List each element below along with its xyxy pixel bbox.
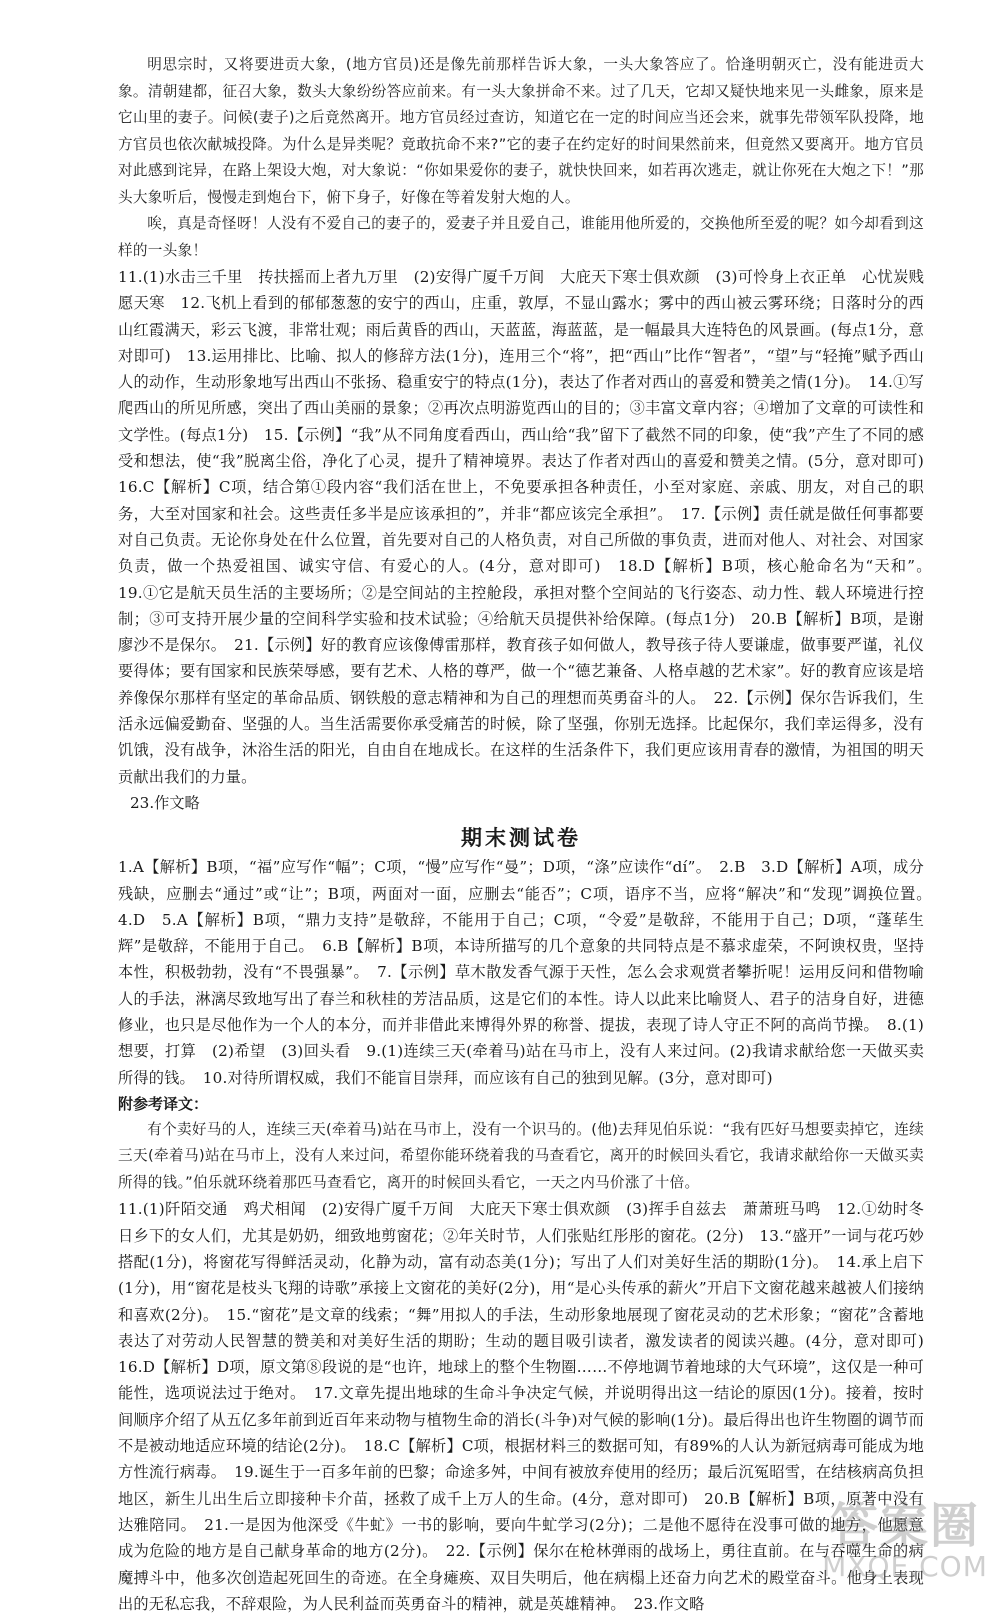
watermark-url: MXQE.COM (822, 1550, 988, 1583)
answers-block-3: 11.(1)阡陌交通 鸡犬相闻 (2)安得广厦千万间 大庇天下寒士俱欢颜 (3)挥手自兹去 萧萧班马鸣 12.①幼时冬日乡下的女人们，尤其是奶奶，细致地剪窗花；②年关时节，人们张贴红彤彤的窗花。(2分) 13.“盛开”一词与花巧妙搭配(1分)，将窗花写得鲜活灵动，化静为动，富有动态美(1分)；写出了人们对美好生活的期盼(1分)。 14.承上启下(1分)，用“窗花是枝头飞翔的诗歌”承接上文窗花的美好(2分)，用“是心头传承的薪火”开启下文窗花越来越被人们接纳和喜欢(2分)。 15.“窗花”是文章的线索；“舞”用拟人的手法，生动形象地展现了窗花灵动的艺术形象；“窗花”含蓄地表达了对劳动人民智慧的赞美和对美好生活的期盼；生动的题目吸引读者，激发读者的阅读兴趣。(4分，意对即可) 16.D【解析】D项，原文第⑧段说的是“也许，地球上的整个生物圈……不停地调节着地球的大气环境”，这仅是一种可能性，选项说法过于绝对。 17.文章先提出地球的生命斗争决定气候，并说明得出这一结论的原因(1分)。接着，按时间顺序介绍了从五亿多年前到近百年来动物与植物生命的消长(斗争)对气候的影响(1分)。最后得出也许生物圈的调节而不是被动地适应环境的结论(2分)。 18.C【解析】C项，根据材料三的数据可知，有89%的人认为新冠病毒可能成为地方性流行病毒。 19.诞生于一百多年前的巴黎；命途多舛，中间有被放弃使用的经历；最后沉冤昭雪，在结核病高负担地区，新生儿出生后立即接种卡介苗，拯救了成千上万人的生命。(4分，意对即可) 20.B【解析】B项，原著中没有达雅陪同。 21.一是因为他深受《牛虻》一书的影响，要向牛虻学习(2分)；二是他不愿待在没事可做的地方，他愿意成为危险的地方是自己献身革命的地方(2分)。 22.【示例】保尔在枪林弹雨的战场上，勇往直前。在与吞噬生命的病魔搏斗中，他多次创造起死回生的奇迹。在全身瘫痪、双目失明后，他在病榻上还奋力向艺术的殿堂奋斗。他身上表现出的无私忘我，不辞艰险，为人民利益而英勇奋斗的精神，就是英雄精神。 23.作文略 (118, 1200, 940, 1613)
reference-translation-text: 有个卖好马的人，连续三天(牵着马)站在马市上，没有一个识马的。(他)去拜见伯乐说：“我有匹好马想要卖掉它，连续三天(牵着马)站在马市上，没有人来过问，希望你能环绕着我的马查看它，离开的时候回头看它，我请求献给你一天做买卖所得的钱。”伯乐就环绕着那匹马查看它，离开的时候回头看它，一天之内马价涨了十倍。 (118, 1120, 924, 1191)
watermark-logo (820, 1500, 990, 1590)
translation-paragraph-1: 明思宗时，又将要进贡大象，(地方官员)还是像先前那样告诉大象，一头大象答应了。恰逢明朝灭亡，没有能进贡大象。清朝建都，征召大象，数头大象纷纷答应前来。有一头大象拼命不来。过了几天，它却又疑快地来见一头雌象，原来是它山里的妻子。问候(妻子)之后竟然离开。地方官员经过查访，知道它在一定的时间应当还会来，就事先带领军队投降，地方官员也依次献城投降。为什么是异类呢？竟敢抗命不来?”它的妻子在约定好的时间果然前来，但竟然又要离开。地方官员对此感到诧异，在路上架设大炮，对大象说：“你如果爱你的妻子，就快快回来，如若再次逃走，就让你死在大炮之下！”那头大象听后，慢慢走到炮台下，俯下身子，好像在等着发射大炮的人。 (118, 56, 924, 206)
reference-translation-label: 附参考译文： (118, 1094, 209, 1113)
section-title: 期末测试卷 (461, 826, 581, 851)
translation-paragraph-2: 唉，真是奇怪呀！人没有不爱自己的妻子的，爱妻子并且爱自己，谁能用他所爱的，交换他所至爱的呢？如今却看到这样的一头象！ (118, 215, 924, 259)
answers-block-2: 1.A【解析】B项，“福”应写作“幅”；C项，“慢”应写作“曼”；D项，“涤”应读作“dí”。 2.B 3.D【解析】A项，成分残缺，应删去“通过”或“让”；B项，两面对一面，应删去“能否”；C项，语序不当，应将“解决”和“发现”调换位置。 4.D 5.A【解析】B项，“鼎力支持”是敬辞，不能用于自己；C项，“令爱”是敬辞，不能用于自己；D项，“蓬荜生辉”是敬辞，不能用于自己。 6.B【解析】B项，本诗所描写的几个意象的共同特点是不慕求虚荣，不阿谀权贵，坚持本性，积极勃勃，没有“不畏强暴”。 7.【示例】草木散发香气源于天性，怎么会求观赏者攀折呢！运用反问和借物喻人的手法，淋漓尽致地写出了春兰和秋桂的芳洁品质，这是它们的本性。诗人以此来比喻贤人、君子的洁身自好，进德修业，也只是尽他作为一个人的本分，而并非借此来博得外界的称誉、提拔，表现了诗人守正不阿的高尚节操。 8.(1)想要，打算 (2)希望 (3)回头看 9.(1)连续三天(牵着马)站在马市上，没有人来过问。(2)我请求献给您一天做买卖所得的钱。 10.对待所谓权威，我们不能盲目崇拜，而应该有自己的独到见解。(3分，意对即可) (118, 858, 940, 1087)
page-content (118, 52, 940, 1617)
answers-block-1: 11.(1)水击三千里 抟扶摇而上者九万里 (2)安得广厦千万间 大庇天下寒士俱欢颜 (3)可怜身上衣正单 心忧炭贱愿天寒 12.飞机上看到的郁郁葱葱的安宁的西山，庄重，敦厚，不显山露水；雾中的西山被云雾环绕；日落时分的西山红霞满天，彩云飞渡，非常壮观；雨后黄昏的西山，天蓝蓝，海蓝蓝，是一幅最具大连特色的风景画。(每点1分，意对即可) 13.运用排比、比喻、拟人的修辞方法(1分)，连用三个“将”，把“西山”比作“智者”，“望”与“轻掩”赋予西山人的动作，生动形象地写出西山不张扬、稳重安宁的特点(1分)，表达了作者对西山的喜爱和赞美之情(1分)。 14.①写爬西山的所见所感，突出了西山美丽的景象；②再次点明游览西山的目的；③丰富文章内容；④增加了文章的可读性和文学性。(每点1分) 15.【示例】“我”从不同角度看西山，西山给“我”留下了截然不同的印象，使“我”产生了不同的感受和想法，使“我”脱离尘俗，净化了心灵，提升了精神境界。表达了作者对西山的喜爱和赞美之情。(5分，意对即可) 16.C【解析】C项，结合第①段内容“我们活在世上，不免要承担各种责任，小至对家庭、亲戚、朋友，对自己的职务，大至对国家和社会。这些责任多半是应该承担的”，并非“都应该完全承担”。 17.【示例】责任就是做任何事都要对自己负责。无论你身处在什么位置，首先要对自己的人格负责，对自己所做的事负责，进而对他人、对社会、对国家负责，做一个热爱祖国、诚实守信、有爱心的人。(4分，意对即可) 18.D【解析】B项，核心舱命名为“天和”。 19.①它是航天员生活的主要场所；②是空间站的主控舱段，承担对整个空间站的飞行姿态、动力性、载人环境进行控制；③可支持开展少量的空间科学实验和技术试验；④给航天员提供补给保障。(每点1分) 20.B【解析】B项，是谢廖沙不是保尔。 21.【示例】好的教育应该像傅雷那样，教育孩子如何做人，教导孩子待人要谦虚，做事要严谨，礼仪要得体；要有国家和民族荣辱感，要有艺术、人格的尊严，做一个“德艺兼备、人格卓越的艺术家”。好的教育应该是培养像保尔那样有坚定的革命品质、钢铁般的意志精神和为自己的理想而英勇奋斗的人。 22.【示例】保尔告诉我们，生活永远偏爱勤奋、坚强的人。当生活需要你承受痛苦的时候，除了坚强，你别无选择。比起保尔，我们幸运得多，没有饥饿，没有战争，沐浴生活的阳光，自由自在地成长。在这样的生活条件下，我们更应该用青春的激情，为祖国的明天贡献出我们的力量。 (118, 268, 940, 786)
watermark-text: 答案圈 (829, 1498, 980, 1554)
essay-item-1: 23.作文略 (130, 793, 200, 812)
